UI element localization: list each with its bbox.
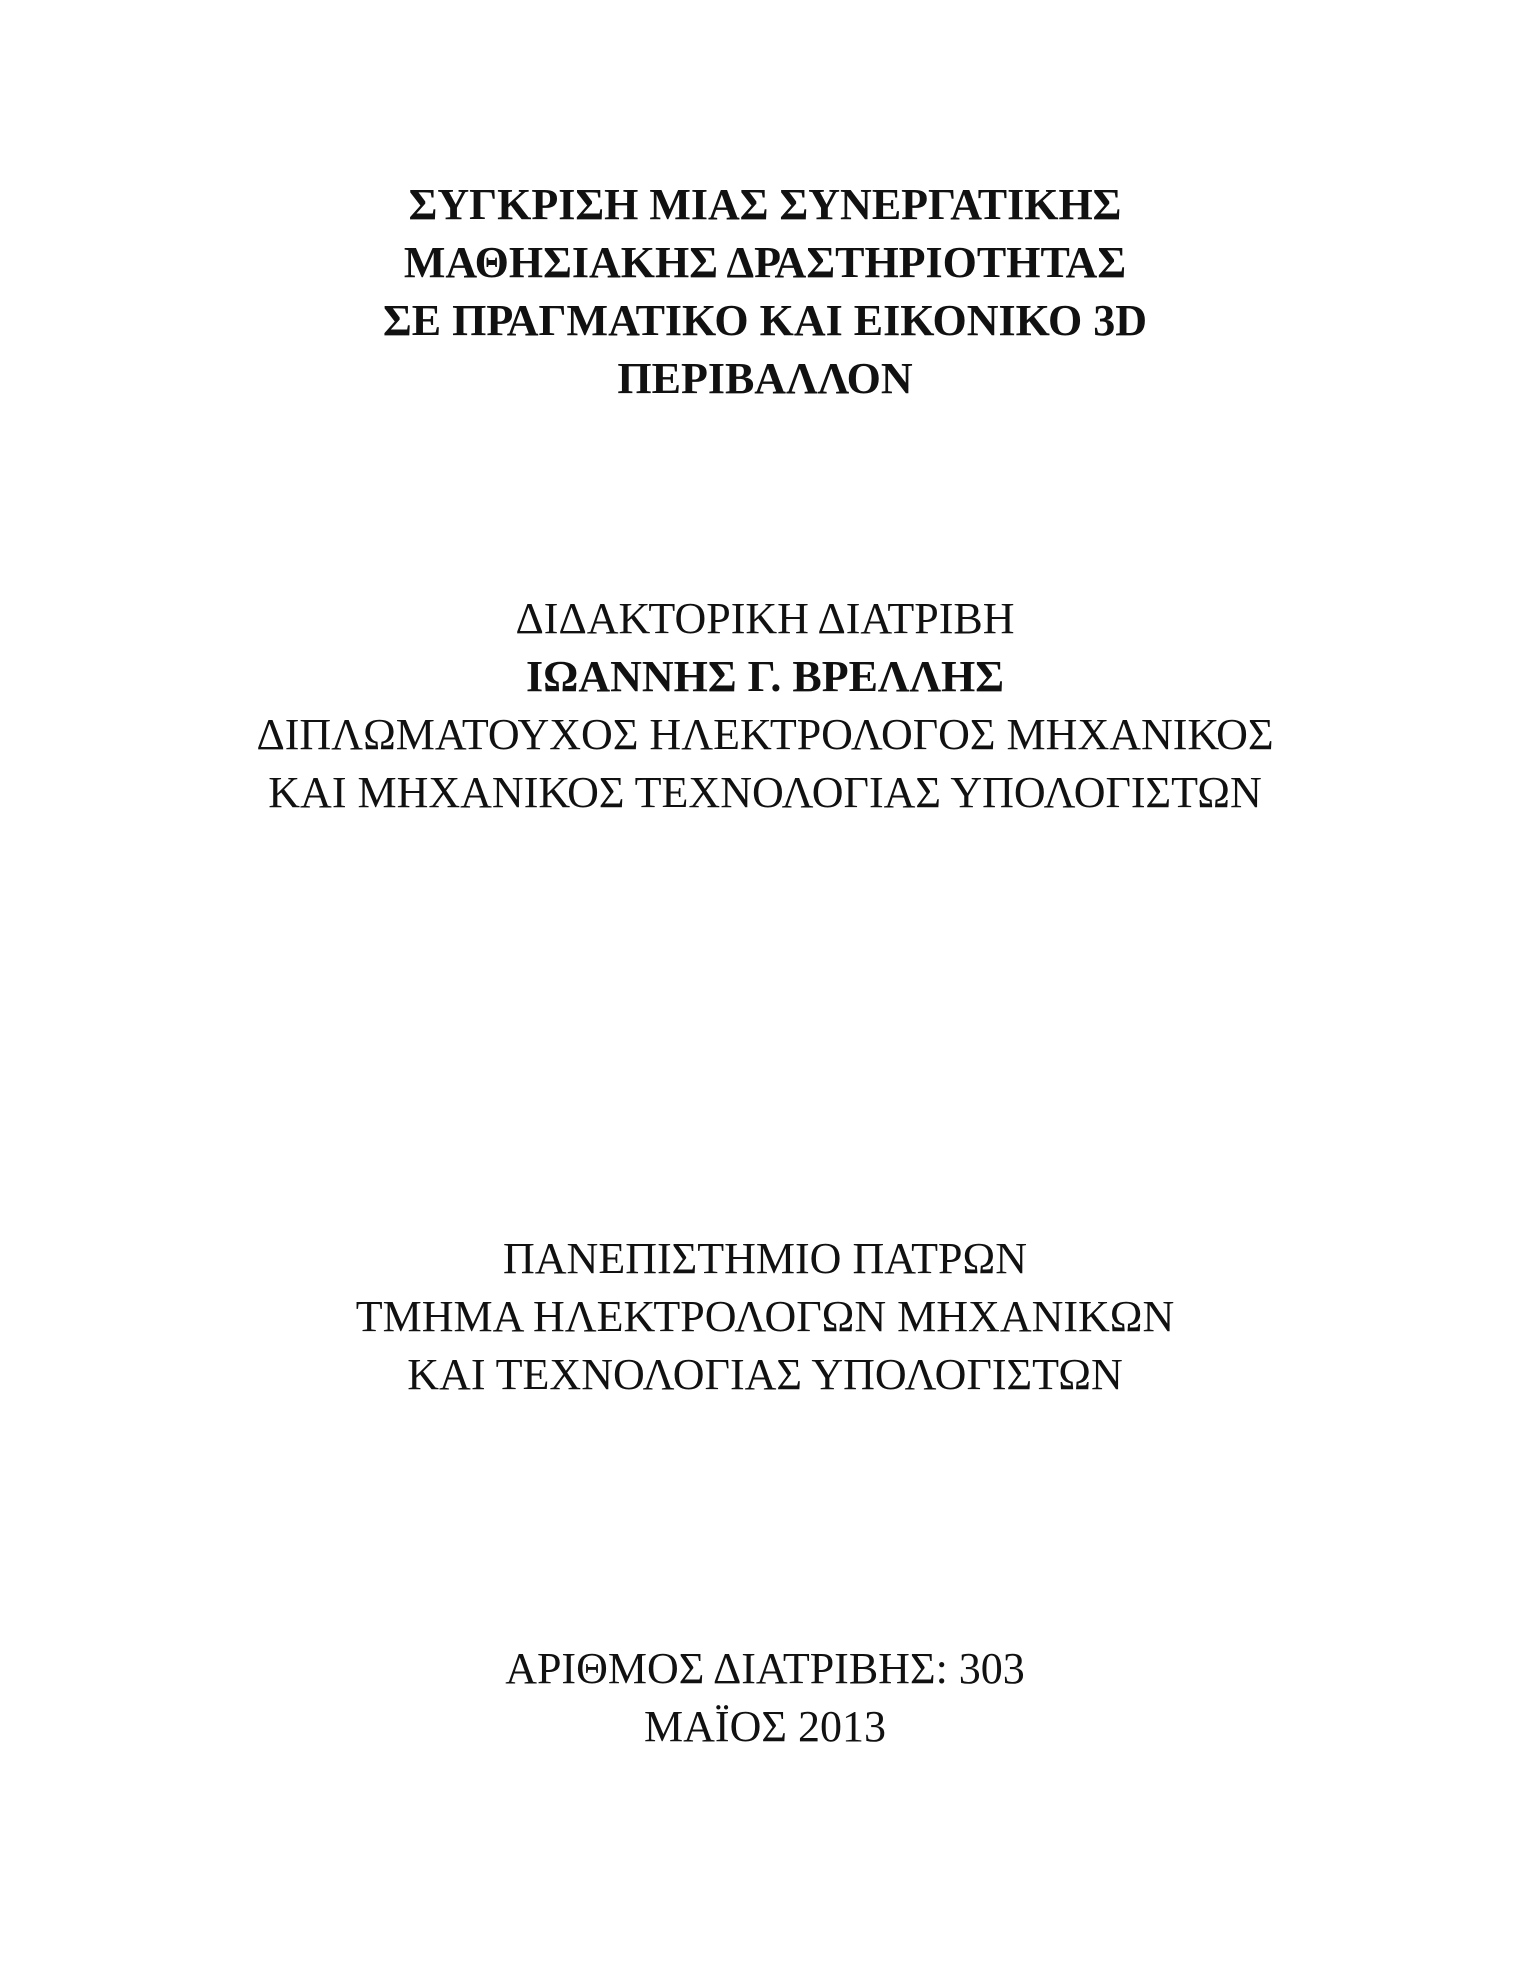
title-line-3: ΣΕ ΠΡΑΓΜΑΤΙΚΟ ΚΑΙ ΕΙΚΟΝΙΚΟ 3D [383, 296, 1147, 345]
department-line-1: ΤΜΗΜΑ ΗΛΕΚΤΡΟΛΟΓΩΝ ΜΗΧΑΝΙΚΩΝ [355, 1292, 1175, 1341]
publication-date: ΜΑΪΟΣ 2013 [644, 1702, 886, 1751]
thesis-footer [0, 1640, 1530, 1756]
author-name: ΙΩΑΝΝΗΣ Γ. ΒΡΕΛΛΗΣ [526, 652, 1004, 701]
degree-line-1: ΔΙΠΛΩΜΑΤΟΥΧΟΣ ΗΛΕΚΤΡΟΛΟΓΟΣ ΜΗΧΑΝΙΚΟΣ [256, 710, 1274, 759]
document-type: ΔΙΔΑΚΤΟΡΙΚΗ ΔΙΑΤΡΙΒΗ [515, 594, 1015, 643]
university-name: ΠΑΝΕΠΙΣΤΗΜΙΟ ΠΑΤΡΩΝ [503, 1234, 1027, 1283]
title-line-1: ΣΥΓΚΡΙΣΗ ΜΙΑΣ ΣΥΝΕΡΓΑΤΙΚΗΣ [408, 180, 1122, 229]
department-line-2: ΚΑΙ ΤΕΧΝΟΛΟΓΙΑΣ ΥΠΟΛΟΓΙΣΤΩΝ [407, 1350, 1123, 1399]
thesis-title [0, 176, 1530, 408]
degree-line-2: ΚΑΙ ΜΗΧΑΝΙΚΟΣ ΤΕΧΝΟΛΟΓΙΑΣ ΥΠΟΛΟΓΙΣΤΩΝ [268, 768, 1262, 817]
title-line-4: ΠΕΡΙΒΑΛΛΟΝ [617, 354, 913, 403]
title-line-2: ΜΑΘΗΣΙΑΚΗΣ ΔΡΑΣΤΗΡΙΟΤΗΤΑΣ [403, 238, 1127, 287]
institution-section [0, 1230, 1530, 1404]
thesis-number: ΑΡΙΘΜΟΣ ΔΙΑΤΡΙΒΗΣ: 303 [505, 1644, 1025, 1693]
author-section [0, 590, 1530, 822]
